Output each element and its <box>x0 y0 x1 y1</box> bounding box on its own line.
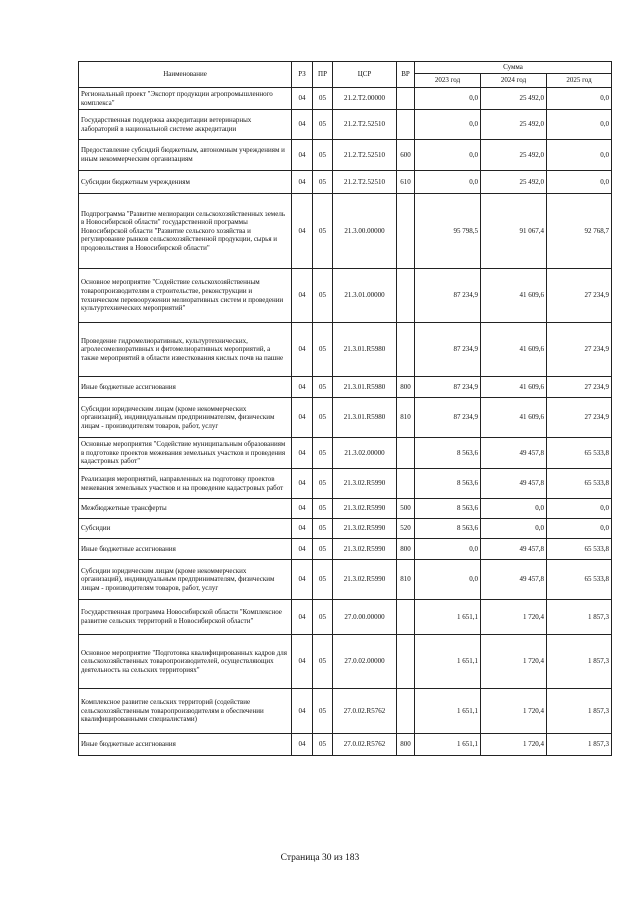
cell-name: Иные бюджетные ассигнования <box>79 539 292 560</box>
cell-csr: 21.2.Т2.52510 <box>333 140 397 171</box>
cell-name: Субсидии бюджетным учреждениям <box>79 171 292 194</box>
cell-name: Субсидии <box>79 519 292 539</box>
cell-y2023: 0,0 <box>415 140 481 171</box>
table-row <box>79 398 612 438</box>
cell-y2024: 0,0 <box>481 519 547 539</box>
cell-y2025: 27 234,9 <box>547 323 612 377</box>
cell-csr: 27.0.00.00000 <box>333 600 397 635</box>
table-row <box>79 689 612 734</box>
cell-pr: 05 <box>313 469 333 499</box>
table-row <box>79 140 612 171</box>
table-row <box>79 438 612 469</box>
cell-pr: 05 <box>313 269 333 323</box>
cell-name: Государственная поддержка аккредитации ветеринарных лабораторий в национальной системе аккредитации <box>79 110 292 140</box>
cell-csr: 21.3.02.R5990 <box>333 539 397 560</box>
cell-vr: 800 <box>397 734 415 756</box>
cell-name: Субсидии юридическим лицам (кроме некоммерческих организаций), индивидуальным предпринимателям, физическим лицам - производителям товаров, работ, услуг <box>79 560 292 600</box>
cell-name: Иные бюджетные ассигнования <box>79 377 292 398</box>
cell-csr: 21.3.02.R5990 <box>333 469 397 499</box>
cell-csr: 21.3.00.00000 <box>333 194 397 269</box>
cell-y2023: 87 234,9 <box>415 269 481 323</box>
cell-pr: 05 <box>313 88 333 110</box>
cell-pr: 05 <box>313 689 333 734</box>
cell-rz: 04 <box>292 600 313 635</box>
cell-vr: 520 <box>397 519 415 539</box>
cell-rz: 04 <box>292 734 313 756</box>
cell-vr: 500 <box>397 499 415 519</box>
cell-y2024: 25 492,0 <box>481 171 547 194</box>
cell-pr: 05 <box>313 398 333 438</box>
cell-y2025: 27 234,9 <box>547 377 612 398</box>
header-year-2023: 2023 год <box>415 74 481 88</box>
cell-y2025: 0,0 <box>547 519 612 539</box>
cell-y2023: 0,0 <box>415 171 481 194</box>
cell-y2024: 41 609,6 <box>481 377 547 398</box>
cell-y2024: 49 457,8 <box>481 560 547 600</box>
cell-vr <box>397 110 415 140</box>
cell-vr: 610 <box>397 171 415 194</box>
cell-vr: 810 <box>397 398 415 438</box>
cell-y2024: 41 609,6 <box>481 269 547 323</box>
cell-y2025: 27 234,9 <box>547 398 612 438</box>
cell-csr: 21.2.Т2.52510 <box>333 171 397 194</box>
cell-y2023: 1 651,1 <box>415 635 481 689</box>
cell-vr <box>397 88 415 110</box>
header-year-2024: 2024 год <box>481 74 547 88</box>
cell-y2025: 0,0 <box>547 88 612 110</box>
cell-pr: 05 <box>313 171 333 194</box>
table-row <box>79 171 612 194</box>
cell-y2024: 1 720,4 <box>481 734 547 756</box>
cell-y2023: 87 234,9 <box>415 377 481 398</box>
cell-y2024: 25 492,0 <box>481 140 547 171</box>
cell-name: Региональный проект "Экспорт продукции агропромышленного комплекса" <box>79 88 292 110</box>
table-row <box>79 194 612 269</box>
cell-vr: 600 <box>397 140 415 171</box>
cell-y2024: 1 720,4 <box>481 689 547 734</box>
table-row <box>79 323 612 377</box>
header-year-2025: 2025 год <box>547 74 612 88</box>
cell-pr: 05 <box>313 140 333 171</box>
table-row <box>79 539 612 560</box>
cell-y2025: 65 533,8 <box>547 560 612 600</box>
cell-y2023: 8 563,6 <box>415 519 481 539</box>
cell-rz: 04 <box>292 171 313 194</box>
cell-y2025: 92 768,7 <box>547 194 612 269</box>
cell-vr: 800 <box>397 539 415 560</box>
cell-y2023: 95 798,5 <box>415 194 481 269</box>
table-row <box>79 269 612 323</box>
cell-name: Проведение гидромелиоративных, культуртехнических, агролесомелиоративных и фитомелиоративных мероприятий, а также мероприятий в области известкования кислых почв на пашне <box>79 323 292 377</box>
table-body <box>79 88 612 756</box>
cell-rz: 04 <box>292 110 313 140</box>
cell-pr: 05 <box>313 194 333 269</box>
cell-y2024: 1 720,4 <box>481 600 547 635</box>
cell-pr: 05 <box>313 734 333 756</box>
cell-y2025: 27 234,9 <box>547 269 612 323</box>
cell-rz: 04 <box>292 323 313 377</box>
cell-y2024: 49 457,8 <box>481 438 547 469</box>
header-rz: РЗ <box>292 62 313 88</box>
cell-pr: 05 <box>313 519 333 539</box>
cell-y2024: 49 457,8 <box>481 469 547 499</box>
cell-y2023: 1 651,1 <box>415 600 481 635</box>
cell-name: Основное мероприятие "Подготовка квалифицированных кадров для сельскохозяйственных товаропроизводителей, осуществляющих деятельность на сельских территориях" <box>79 635 292 689</box>
cell-csr: 21.3.01.R5980 <box>333 398 397 438</box>
cell-name: Подпрограмма "Развитие мелиорации сельскохозяйственных земель в Новосибирской области" государственной программы Новосибирской области "Развитие сельского хозяйства и регулирование рынков сельскохозяйственной продукции, сырья и продовольствия в Новосибирской области" <box>79 194 292 269</box>
header-vr: ВР <box>397 62 415 88</box>
cell-rz: 04 <box>292 88 313 110</box>
cell-y2025: 0,0 <box>547 140 612 171</box>
cell-csr: 21.3.01.R5980 <box>333 377 397 398</box>
cell-vr <box>397 194 415 269</box>
cell-rz: 04 <box>292 635 313 689</box>
cell-y2025: 1 857,3 <box>547 734 612 756</box>
cell-rz: 04 <box>292 499 313 519</box>
table-row <box>79 734 612 756</box>
cell-y2024: 0,0 <box>481 499 547 519</box>
cell-y2023: 87 234,9 <box>415 398 481 438</box>
cell-rz: 04 <box>292 269 313 323</box>
cell-rz: 04 <box>292 398 313 438</box>
cell-rz: 04 <box>292 689 313 734</box>
cell-name: Основное мероприятие "Содействие сельскохозяйственным товаропроизводителям в строительстве, реконструкции и техническом перевооружении мелиоративных систем и проведении культуртехнических мероприятий" <box>79 269 292 323</box>
cell-rz: 04 <box>292 469 313 499</box>
cell-name: Государственная программа Новосибирской области "Комплексное развитие сельских территорий в Новосибирской области" <box>79 600 292 635</box>
cell-name: Межбюджетные трансферты <box>79 499 292 519</box>
cell-csr: 21.2.Т2.00000 <box>333 88 397 110</box>
cell-pr: 05 <box>313 560 333 600</box>
cell-y2025: 65 533,8 <box>547 438 612 469</box>
cell-y2024: 49 457,8 <box>481 539 547 560</box>
cell-y2024: 25 492,0 <box>481 88 547 110</box>
cell-csr: 21.3.01.00000 <box>333 269 397 323</box>
cell-rz: 04 <box>292 519 313 539</box>
cell-y2023: 1 651,1 <box>415 689 481 734</box>
cell-csr: 27.0.02.R5762 <box>333 734 397 756</box>
table-row <box>79 377 612 398</box>
cell-rz: 04 <box>292 438 313 469</box>
cell-vr: 810 <box>397 560 415 600</box>
cell-y2025: 65 533,8 <box>547 469 612 499</box>
cell-vr <box>397 438 415 469</box>
cell-rz: 04 <box>292 560 313 600</box>
cell-name: Комплексное развитие сельских территорий (содействие сельскохозяйственным товаропроизводителям в обеспечении квалифицированными специалистами) <box>79 689 292 734</box>
header-csr: ЦСР <box>333 62 397 88</box>
cell-y2023: 8 563,6 <box>415 469 481 499</box>
cell-csr: 21.3.02.R5990 <box>333 519 397 539</box>
cell-vr <box>397 635 415 689</box>
cell-csr: 27.0.02.00000 <box>333 635 397 689</box>
cell-csr: 21.3.01.R5980 <box>333 323 397 377</box>
cell-pr: 05 <box>313 499 333 519</box>
cell-csr: 21.2.Т2.52510 <box>333 110 397 140</box>
cell-pr: 05 <box>313 438 333 469</box>
cell-y2023: 0,0 <box>415 539 481 560</box>
cell-y2023: 0,0 <box>415 88 481 110</box>
cell-pr: 05 <box>313 600 333 635</box>
cell-csr: 21.3.02.00000 <box>333 438 397 469</box>
cell-y2024: 1 720,4 <box>481 635 547 689</box>
cell-name: Иные бюджетные ассигнования <box>79 734 292 756</box>
cell-y2024: 91 067,4 <box>481 194 547 269</box>
cell-rz: 04 <box>292 539 313 560</box>
header-sum: Сумма <box>415 62 612 74</box>
cell-name: Основные мероприятия "Содействие муниципальным образованиям в подготовке проектов межевания земельных участков и проведения кадастровых работ" <box>79 438 292 469</box>
table-header <box>79 62 612 88</box>
cell-name: Предоставление субсидий бюджетным, автономным учреждениям и иным некоммерческим организациям <box>79 140 292 171</box>
cell-y2025: 65 533,8 <box>547 539 612 560</box>
cell-y2024: 41 609,6 <box>481 398 547 438</box>
cell-rz: 04 <box>292 377 313 398</box>
table-row <box>79 499 612 519</box>
cell-vr: 800 <box>397 377 415 398</box>
cell-pr: 05 <box>313 539 333 560</box>
cell-pr: 05 <box>313 110 333 140</box>
cell-y2023: 87 234,9 <box>415 323 481 377</box>
page-number: Страница 30 из 183 <box>280 853 360 863</box>
cell-y2023: 1 651,1 <box>415 734 481 756</box>
cell-y2024: 25 492,0 <box>481 110 547 140</box>
table-row <box>79 469 612 499</box>
cell-y2023: 8 563,6 <box>415 438 481 469</box>
cell-vr <box>397 323 415 377</box>
table-row <box>79 560 612 600</box>
cell-vr <box>397 689 415 734</box>
cell-rz: 04 <box>292 194 313 269</box>
table-row <box>79 519 612 539</box>
cell-y2025: 1 857,3 <box>547 635 612 689</box>
cell-vr <box>397 600 415 635</box>
cell-csr: 21.3.02.R5990 <box>333 560 397 600</box>
header-pr: ПР <box>313 62 333 88</box>
cell-csr: 27.0.02.R5762 <box>333 689 397 734</box>
cell-y2025: 0,0 <box>547 171 612 194</box>
cell-y2024: 41 609,6 <box>481 323 547 377</box>
cell-csr: 21.3.02.R5990 <box>333 499 397 519</box>
cell-y2023: 0,0 <box>415 110 481 140</box>
table-row <box>79 635 612 689</box>
cell-y2025: 1 857,3 <box>547 689 612 734</box>
header-name: Наименование <box>79 62 292 88</box>
cell-y2023: 8 563,6 <box>415 499 481 519</box>
cell-y2025: 0,0 <box>547 499 612 519</box>
cell-y2023: 0,0 <box>415 560 481 600</box>
budget-table <box>78 61 612 756</box>
cell-vr <box>397 469 415 499</box>
cell-pr: 05 <box>313 377 333 398</box>
cell-pr: 05 <box>313 635 333 689</box>
table-row <box>79 88 612 110</box>
cell-name: Субсидии юридическим лицам (кроме некоммерческих организаций), индивидуальным предпринимателям, физическим лицам - производителям товаров, работ, услуг <box>79 398 292 438</box>
cell-y2025: 0,0 <box>547 110 612 140</box>
cell-y2025: 1 857,3 <box>547 600 612 635</box>
cell-pr: 05 <box>313 323 333 377</box>
cell-name: Реализация мероприятий, направленных на подготовку проектов межевания земельных участков и на проведение кадастровых работ <box>79 469 292 499</box>
table-row <box>79 600 612 635</box>
cell-rz: 04 <box>292 140 313 171</box>
cell-vr <box>397 269 415 323</box>
table-row <box>79 110 612 140</box>
